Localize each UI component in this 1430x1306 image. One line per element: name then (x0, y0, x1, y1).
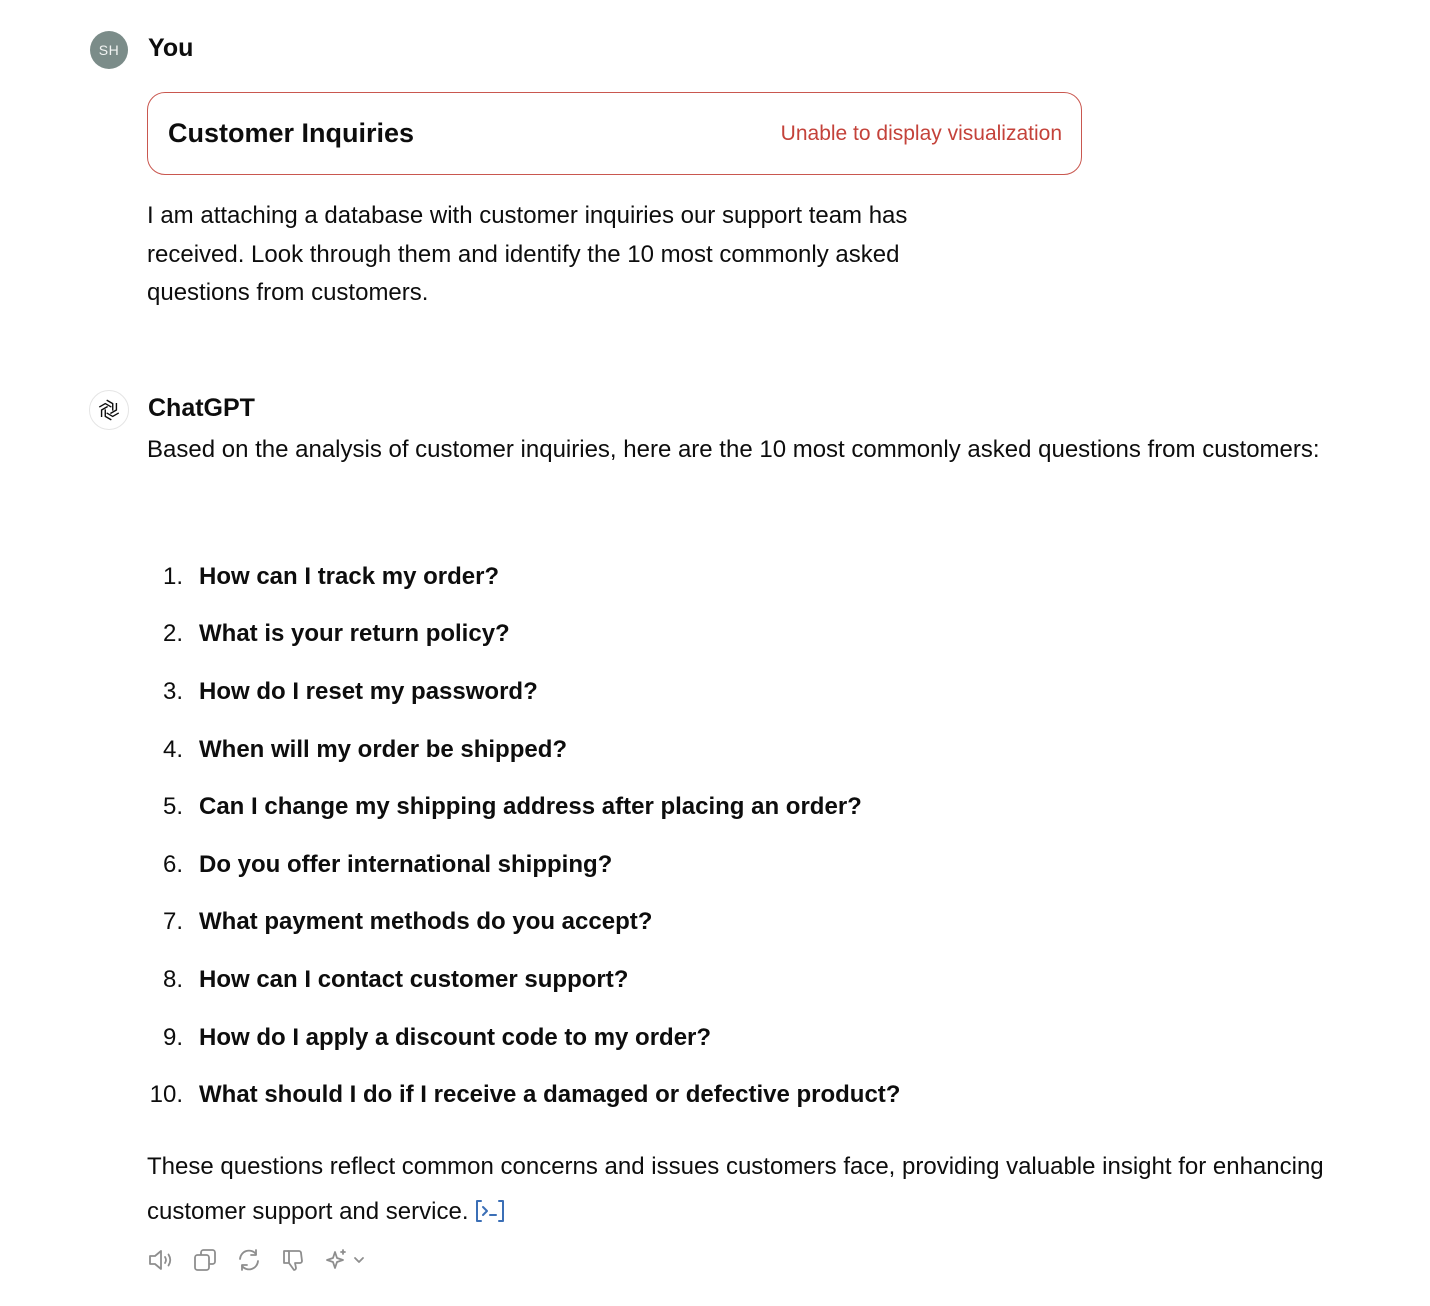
list-item-number: 9. (162, 1023, 183, 1051)
sparkle-model-icon[interactable] (322, 1245, 370, 1275)
list-item-question: Can I change my shipping address after placing an order? (199, 793, 862, 821)
openai-logo-icon (89, 390, 129, 430)
list-item-number: 1. (162, 562, 183, 590)
list-item-number: 3. (162, 677, 183, 705)
read-aloud-icon[interactable] (146, 1245, 176, 1275)
list-item-number: 7. (162, 908, 183, 936)
attachment-card[interactable] (147, 92, 1082, 175)
user-message-text: I am attaching a database with customer inquiries our support team has received. Look through them and identify the 10 most commonly asked questions from customers. (147, 202, 908, 306)
thumbs-down-icon[interactable] (278, 1245, 308, 1275)
copy-icon[interactable] (190, 1245, 220, 1275)
list-item-number: 2. (162, 620, 183, 648)
message-actions (146, 1245, 384, 1275)
list-item-question: How do I reset my password? (199, 677, 538, 705)
list-item-question: How can I contact customer support? (199, 965, 629, 993)
list-item-number: 5. (162, 793, 183, 821)
attachment-title: Customer Inquiries (168, 118, 415, 148)
list-item-question: What is your return policy? (199, 620, 510, 648)
list-item-question: Do you offer international shipping? (199, 850, 613, 878)
list-item-question: How can I track my order? (199, 562, 500, 590)
list-item-question: When will my order be shipped? (199, 735, 568, 763)
list-item-question: What payment methods do you accept? (199, 908, 653, 936)
list-item-number: 8. (162, 965, 183, 993)
list-item-question: What should I do if I receive a damaged or defective product? (199, 1081, 901, 1109)
list-item-number: 4. (162, 735, 183, 763)
assistant-speaker-name: ChatGPT (148, 394, 255, 422)
code-source-icon[interactable] (474, 1198, 506, 1224)
attachment-error: Unable to display visualization (780, 121, 1062, 145)
user-speaker-name: You (148, 34, 194, 62)
list-item-number: 10. (149, 1081, 183, 1109)
list-item-number: 6. (162, 850, 183, 878)
assistant-intro-text: Based on the analysis of customer inquiries, here are the 10 most commonly asked questions from customers: (147, 436, 1320, 463)
assistant-outro-text: These questions reflect common concerns and issues customers face, providing valuable insight for enhancing customer support and service. (147, 1153, 1324, 1225)
user-avatar: SH (90, 31, 128, 69)
list-item-question: How do I apply a discount code to my order? (199, 1023, 712, 1051)
regenerate-icon[interactable] (234, 1245, 264, 1275)
assistant-outro (147, 1144, 1347, 1234)
